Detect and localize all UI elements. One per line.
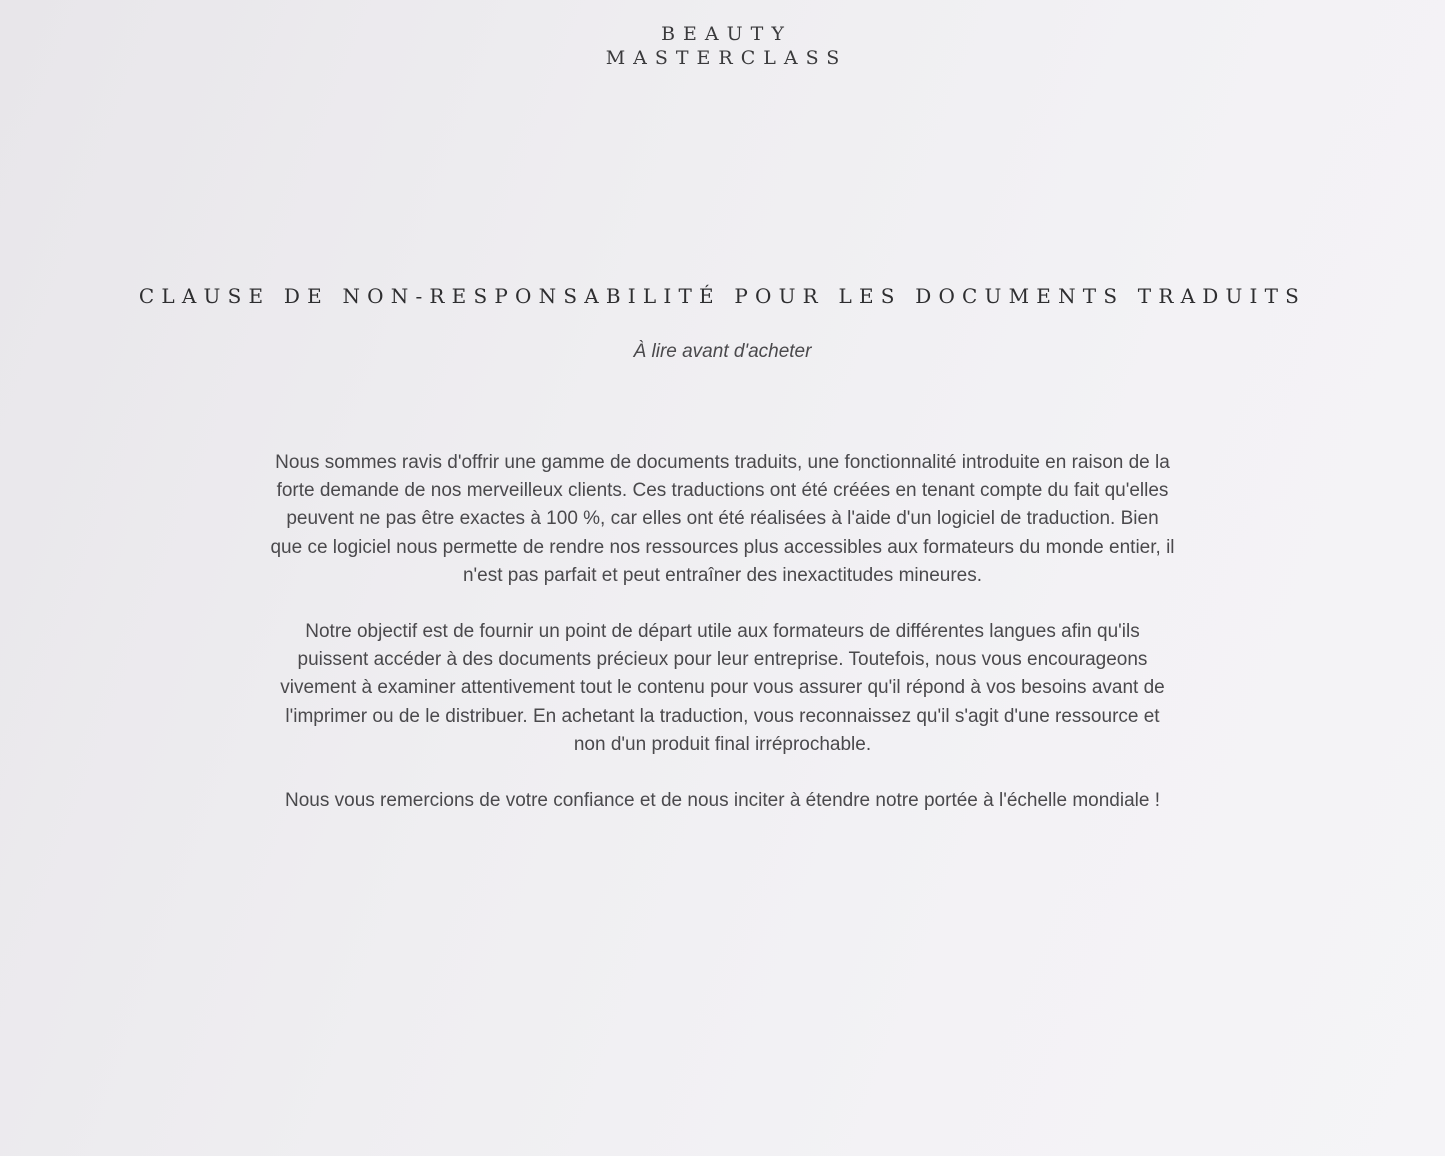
paragraph-3: Nous vous remercions de votre confiance et de nous inciter à étendre notre portée à l'échelle mondiale ! xyxy=(285,790,1160,812)
page-title: CLAUSE DE NON-RESPONSABILITÉ POUR LES DOCUMENTS TRADUITS xyxy=(138,284,1307,308)
paragraph-1: Nous sommes ravis d'offrir une gamme de documents traduits, une fonctionnalité introduite en raison de la forte demande de nos merveilleux clients. Ces traductions ont été créées en tenant compte du fait qu'elles peuvent ne pas être exactes à 100 %, car elles ont été réalisées à l'aide d'un logiciel de traduction. Bien que ce logiciel nous permette de rendre nos ressources plus accessibles aux formateurs du monde entier, il n'est pas parfait et peut entraîner des inexactitudes mineures. xyxy=(270,452,1175,586)
disclaimer-body xyxy=(270,449,1175,843)
paragraph-2: Notre objectif est de fournir un point de départ utile aux formateurs de différentes langues afin qu'ils puissent accéder à des documents précieux pour leur entreprise. Toutefois, nous vous encourageons vivement à examiner attentivement tout le contenu pour vous assurer qu'il répond à vos besoins avant de l'imprimer ou de le distribuer. En achetant la traduction, vous reconnaissez qu'il s'agit d'une ressource et non d'un produit final irréprochable. xyxy=(280,621,1165,755)
brand-line-2: MASTERCLASS xyxy=(605,47,848,69)
brand-line-1: BEAUTY xyxy=(661,23,792,45)
page-subtitle: À lire avant d'acheter xyxy=(633,341,812,362)
brand-logo xyxy=(0,22,1445,70)
